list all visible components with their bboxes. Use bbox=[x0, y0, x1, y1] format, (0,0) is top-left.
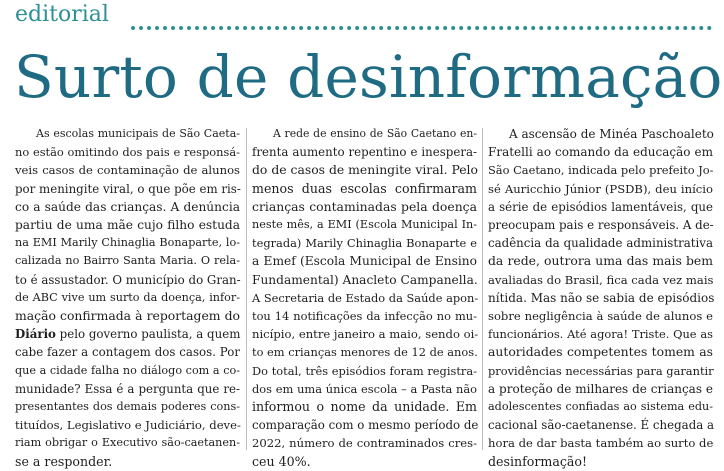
text-line: riam obrigar o Executivo são-caetanen- bbox=[15, 436, 240, 450]
text-line: comparação com o mesmo período de bbox=[252, 418, 479, 433]
text-line: co a saúde das crianças. A denúncia bbox=[15, 199, 240, 214]
text-line: providências necessárias para garantir bbox=[488, 363, 714, 378]
column-divider bbox=[482, 128, 483, 450]
text-line: tituídos, Legislativo e Judiciário, deve- bbox=[15, 418, 241, 433]
text-line: de ABC vive um surto da doença, infor- bbox=[15, 290, 240, 304]
text-line: dos em uma única escola – a Pasta não bbox=[252, 381, 477, 396]
column-2-text bbox=[252, 125, 477, 471]
text-line: nicípio, entre janeiro a maio, sendo oi- bbox=[252, 327, 479, 342]
text-line: se a responder. bbox=[15, 453, 113, 469]
text-line: calizada no Bairro Santa Maria. O rela- bbox=[15, 254, 240, 268]
text-line: partiu de uma mãe cujo filho estuda bbox=[15, 218, 240, 233]
text-line: nítida. Mas não se sabia de episódios bbox=[488, 290, 715, 305]
newspaper-name: Diário bbox=[15, 327, 56, 342]
text-line: a proteção de milhares de crianças e bbox=[488, 381, 713, 396]
text-line: A rede de ensino de São Caetano en- bbox=[273, 127, 477, 140]
text-line: por meningite viral, o que põe em ris- bbox=[15, 181, 241, 196]
text-line: da rede, outrora uma das mais bem bbox=[488, 253, 713, 269]
text-line: funcionários. Até agora! Triste. Que as bbox=[488, 327, 713, 342]
text-line: ceu 40%. bbox=[252, 453, 311, 469]
headline: Surto de desinformação bbox=[14, 43, 723, 111]
text-line: Do total, três episódios foram registra- bbox=[252, 363, 477, 378]
column-1-text bbox=[15, 125, 240, 471]
text-line: A Secretaria de Estado da Saúde apon- bbox=[252, 290, 479, 305]
text-line: tou 14 notificações da infecção no mu- bbox=[252, 309, 477, 324]
text-line-with-brand bbox=[15, 325, 240, 343]
text-line: na EMI Marily Chinaglia Bonaparte, lo- bbox=[15, 236, 240, 250]
column-1 bbox=[15, 125, 241, 469]
text-line: cacional são-caetanense. É chegada a bbox=[488, 418, 715, 433]
text-line: preocupam pais e responsáveis. A de- bbox=[488, 218, 714, 233]
text-line: mação confirmada à reportagem do bbox=[15, 308, 240, 324]
text-line: menos duas escolas confirmaram bbox=[252, 180, 477, 196]
text-line: frenta aumento repentino e inespera- bbox=[252, 145, 477, 160]
text-line: Fundamental) Anacleto Campanella. bbox=[252, 272, 478, 287]
dotted-rule bbox=[131, 26, 712, 30]
column-3 bbox=[488, 125, 715, 469]
text-fragment: pelo governo paulista, a quem bbox=[59, 327, 241, 342]
text-line: tegrada) Marily Chinaglia Bonaparte e bbox=[252, 236, 477, 251]
text-line: a série de episódios lamentáveis, que bbox=[488, 199, 713, 214]
text-line: hora de dar basta também ao surto de bbox=[488, 436, 714, 451]
text-line: to em crianças menores de 12 de anos. bbox=[252, 345, 478, 360]
text-line: que a cidade falha no diálogo com a co- bbox=[15, 363, 240, 377]
column-divider bbox=[246, 128, 247, 450]
column-2 bbox=[252, 125, 479, 469]
text-line: veis casos de contaminação de alunos bbox=[15, 163, 240, 178]
text-line: avaliadas do Brasil, fica cada vez mais bbox=[488, 272, 714, 287]
text-line: cabe fazer a contagem dos casos. Por bbox=[15, 345, 240, 360]
text-line: informou o nome da unidade. Em bbox=[252, 399, 477, 415]
text-line: no estão omitindo dos pais e responsá- bbox=[15, 145, 240, 160]
text-line: As escolas municipais de São Caeta- bbox=[36, 127, 240, 140]
text-line: A ascensão de Minéa Paschoaleto bbox=[509, 127, 714, 141]
text-line: presentantes dos demais poderes cons- bbox=[15, 400, 240, 414]
section-tag: editorial bbox=[15, 2, 109, 27]
text-line: crianças contaminadas pela doença bbox=[252, 198, 477, 214]
text-line: munidade? Essa é a pergunta que re- bbox=[15, 381, 240, 396]
text-line: cadência da qualidade administrativa bbox=[488, 236, 713, 251]
text-line: to é assustador. O município do Gran- bbox=[15, 272, 241, 287]
text-line: neste mês, a EMI (Escola Municipal In- bbox=[252, 218, 477, 232]
text-line: Fratelli ao comando da educação em bbox=[488, 145, 713, 160]
text-line: do de casos de meningite viral. Pelo bbox=[252, 162, 478, 178]
text-line: sobre negligência à saúde de alunos e bbox=[488, 309, 713, 324]
text-line: autoridades competentes tomem as bbox=[488, 344, 713, 360]
text-line: desinformação! bbox=[488, 453, 588, 469]
text-line: 2022, número de contraminados cres- bbox=[252, 436, 477, 451]
text-line: adolescentes confiadas ao sistema edu- bbox=[488, 400, 713, 414]
column-3-text bbox=[488, 125, 713, 471]
text-line: São Caetano, indicada pelo prefeito Jo- bbox=[488, 163, 714, 178]
text-line: sé Auricchio Júnior (PSDB), deu início bbox=[488, 181, 713, 196]
text-line: a Emef (Escola Municipal de Ensino bbox=[252, 254, 477, 269]
